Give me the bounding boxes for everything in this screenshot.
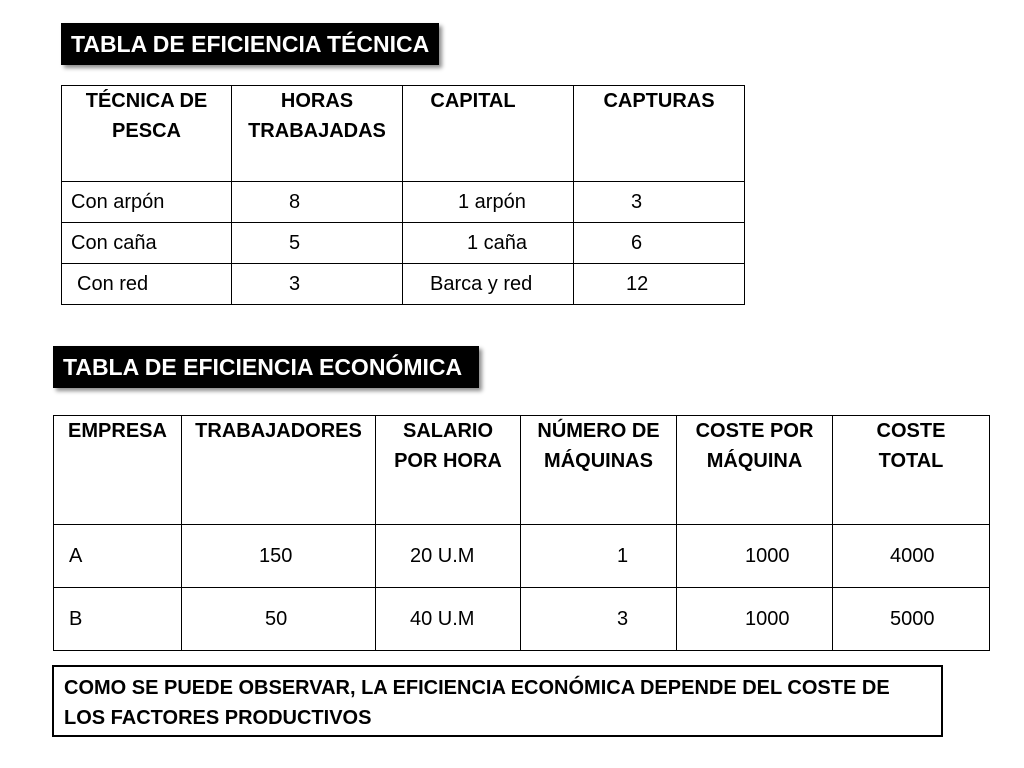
table-cell: Con arpón xyxy=(62,182,232,223)
header-capital: CAPITAL xyxy=(403,86,574,182)
table-cell: 6 xyxy=(574,223,745,264)
header-salario-por-hora: SALARIO POR HORA xyxy=(376,416,521,525)
table-cell: 1000 xyxy=(677,588,833,651)
table-cell: 12 xyxy=(574,264,745,305)
table-cell: 20 U.M xyxy=(376,525,521,588)
table-header-row xyxy=(54,416,990,525)
table-cell: 1 xyxy=(521,525,677,588)
technical-efficiency-title-text: TABLA DE EFICIENCIA TÉCNICA xyxy=(71,30,430,57)
table-cell: 1 arpón xyxy=(403,182,574,223)
conclusion-note xyxy=(52,665,943,737)
table-cell: Con red xyxy=(62,264,232,305)
conclusion-note-text: COMO SE PUEDE OBSERVAR, LA EFICIENCIA ECONÓMICA DEPENDE DEL COSTE DE LOS FACTORES PRODUCTIVOS xyxy=(64,677,890,729)
table-cell: 1 caña xyxy=(403,223,574,264)
economic-efficiency-title-text: TABLA DE EFICIENCIA ECONÓMICA xyxy=(63,353,463,380)
table-row xyxy=(62,264,745,305)
table-cell: 4000 xyxy=(833,525,990,588)
technical-efficiency-title xyxy=(61,23,439,65)
table-cell: 3 xyxy=(574,182,745,223)
header-trabajadores: TRABAJADORES xyxy=(182,416,376,525)
economic-efficiency-title xyxy=(53,346,479,388)
table-cell: B xyxy=(54,588,182,651)
table-cell: 50 xyxy=(182,588,376,651)
table-cell: A xyxy=(54,525,182,588)
table-header-row xyxy=(62,86,745,182)
technical-efficiency-table xyxy=(61,85,745,305)
table-row xyxy=(62,182,745,223)
header-tecnica-de-pesca: TÉCNICA DE PESCA xyxy=(62,86,232,182)
header-horas-trabajadas: HORAS TRABAJADAS xyxy=(232,86,403,182)
header-coste-total: COSTE TOTAL xyxy=(833,416,990,525)
table-row xyxy=(62,223,745,264)
table-cell: 40 U.M xyxy=(376,588,521,651)
table-cell: 3 xyxy=(232,264,403,305)
header-numero-de-maquinas: NÚMERO DE MÁQUINAS xyxy=(521,416,677,525)
economic-efficiency-table xyxy=(53,415,990,651)
table-cell: 8 xyxy=(232,182,403,223)
table-cell: 1000 xyxy=(677,525,833,588)
table-cell: Barca y red xyxy=(403,264,574,305)
table-cell: 3 xyxy=(521,588,677,651)
table-row xyxy=(54,525,990,588)
table-cell: 5000 xyxy=(833,588,990,651)
header-capturas: CAPTURAS xyxy=(574,86,745,182)
table-cell: 5 xyxy=(232,223,403,264)
table-row xyxy=(54,588,990,651)
table-cell: 150 xyxy=(182,525,376,588)
table-cell: Con caña xyxy=(62,223,232,264)
header-empresa: EMPRESA xyxy=(54,416,182,525)
header-coste-por-maquina: COSTE POR MÁQUINA xyxy=(677,416,833,525)
